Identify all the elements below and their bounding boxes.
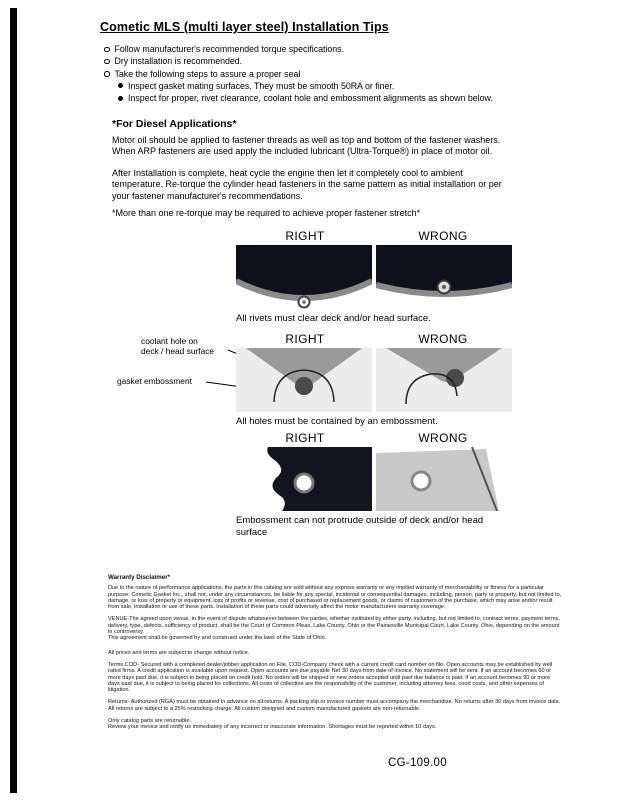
right-label: RIGHT bbox=[285, 229, 325, 243]
wrong-label: WRONG bbox=[418, 229, 468, 243]
bolt-hole-icon bbox=[412, 472, 430, 490]
filled-bullet-icon bbox=[118, 96, 123, 101]
diesel-paragraph-2: After Installation is complete, heat cycle the engine then let it completely cool to ambient temperature. Re-torque the cylinder head fasteners in the same pattern as initial installation or per your fastener manufacturer's recommendations. bbox=[112, 168, 502, 201]
tip-text: Inspect for proper, rivet clearance, coolant hole and embossment alignments as shown below. bbox=[128, 93, 493, 104]
tip-text: Inspect gasket mating surfaces. They must be smooth 50RA or finer. bbox=[128, 80, 395, 91]
list-item bbox=[118, 92, 534, 104]
installation-tips-list bbox=[104, 43, 534, 104]
hole-caption: All holes must be contained by an embossment. bbox=[236, 416, 438, 427]
disclaimer-paragraph: Review your invoice and notify us immediately of any incorrect or inaccurate information. Shortages must be reported within 10 days. bbox=[108, 724, 437, 731]
embossment-caption: Embossment can not protrude outside of deck and/or head surface bbox=[236, 515, 484, 538]
disclaimer-paragraph: Only catalog parts are returnable. bbox=[108, 718, 192, 725]
disclaimer-paragraph: This agreement shall be governed by and construed under the laws of the State of Ohio. bbox=[108, 635, 327, 642]
gasket-embossment-label: gasket embossment bbox=[117, 376, 192, 386]
warranty-disclaimer-heading: Warranty Disclaimer* bbox=[108, 574, 171, 581]
tip-text: Follow manufacturer's recommended torque specifications. bbox=[114, 44, 345, 54]
right-label: RIGHT bbox=[285, 431, 325, 445]
hole-right-diagram bbox=[236, 348, 372, 412]
coolant-hole-icon bbox=[295, 377, 313, 395]
disclaimer-paragraph: VENUE-The agreed upon venue, in the event of dispute whatsoever between the parties, whether instituted by either party, including, but not limited to, contract terms, payment terms, delivery, type, defects, sufficiency of product, shall be the Court of Common Pleas, Lake County, Ohio or the Painesville Municipal Court, Lake County, Ohio, depending on the amount in controversy. bbox=[108, 616, 560, 636]
filled-bullet-icon bbox=[118, 83, 123, 88]
tip-text: Take the following steps to assure a proper seal bbox=[114, 68, 301, 79]
list-item bbox=[104, 55, 534, 67]
list-item bbox=[118, 80, 534, 92]
gasket-body bbox=[376, 449, 499, 511]
diesel-applications-heading: *For Diesel Applications* bbox=[112, 118, 237, 130]
coolant-hole-label: coolant hole on deck / head surface bbox=[141, 336, 215, 356]
open-bullet-icon bbox=[104, 59, 110, 65]
list-item bbox=[104, 43, 534, 55]
rivet-caption: All rivets must clear deck and/or head surface. bbox=[236, 313, 431, 324]
embossment-wrong-diagram bbox=[376, 447, 512, 511]
disclaimer-paragraph: All prices and terms are subject to change without notice. bbox=[108, 649, 250, 656]
disclaimer-paragraph: Returns- Authorized (RGA) must be obtained in advance on all returns. A packing slip or invoice number must accompany the merchandise. No returns after 30 days from invoice date. All returns are subject to a 25% restocking charge. All custom designed and custom manufactured gaskets are non-returnable. bbox=[108, 699, 561, 712]
rivet-right-diagram bbox=[236, 245, 372, 309]
bolt-hole-icon bbox=[295, 474, 313, 492]
hole-diagram-block bbox=[236, 332, 512, 428]
retorque-note: *More than one re-torque may be required to achieve proper fastener stretch* bbox=[112, 208, 421, 218]
tip-text: Dry installation is recommended. bbox=[114, 56, 243, 67]
disclaimer-paragraph: Due to the nature of performance applications, the parts in this catalog are sold without any express warranty or any implied warranty of merchantability or fitness for a particular purpose. Cometic Gasket Inc., shall not, under any circumstances, be liable for any special, incidental or consequential damages, including, person, party or property, but not limited to, damage, or loss of property or equipment, loss of profits or revenue, cost of purchased or replacement goods, or claims of customers of the purchase, which may arise and/or result from sale, installation or use of these parts. Installation of these parts could adversely affect the motor manufacturers warranty coverage. bbox=[108, 585, 562, 611]
right-label: RIGHT bbox=[285, 332, 325, 346]
page-code: CG-109.00 bbox=[388, 757, 447, 769]
wrong-label: WRONG bbox=[418, 332, 468, 346]
open-bullet-icon bbox=[104, 71, 110, 77]
page-title: Cometic MLS (multi layer steel) Installation Tips bbox=[100, 20, 389, 34]
wrong-label: WRONG bbox=[418, 431, 468, 445]
open-bullet-icon bbox=[104, 47, 110, 53]
rivet-diagram-block bbox=[236, 229, 512, 325]
warranty-disclaimer-section bbox=[108, 575, 563, 737]
hole-wrong-diagram bbox=[376, 348, 512, 412]
disclaimer-paragraph: Terms COD- Secured with a completed dealer/jobber application on File, COD-Company check with a current credit card number on file. Open accounts may be established by well rated firms. A credit application is available upon request. Open accounts are due payable Net 30 days from date of invoice. No statement will be sent. If an account becomes 60 or more days past due, it is subject to being placed on credit hold. No orders will be shipped or new orders accepted until past due balance is paid. If an account becomes 90 or more days past due, it is subject to being placed for collections. All costs of collection are the responsibility of the customer, including attorney fees, court costs, and other expenses of litigation. bbox=[108, 661, 553, 694]
embossment-right-diagram bbox=[236, 447, 372, 511]
list-item bbox=[104, 68, 534, 80]
embossment-diagram-block bbox=[236, 431, 512, 538]
diesel-paragraph-1: Motor oil should be applied to fastener threads as well as top and bottom of the fastener washers. When ARP fasteners are used apply the included lubricant (Ultra-Torque®) in place of motor oil. bbox=[112, 135, 501, 157]
rivet-wrong-diagram bbox=[376, 245, 512, 309]
page-left-rule bbox=[10, 8, 17, 793]
sub-tips-list bbox=[118, 80, 534, 105]
